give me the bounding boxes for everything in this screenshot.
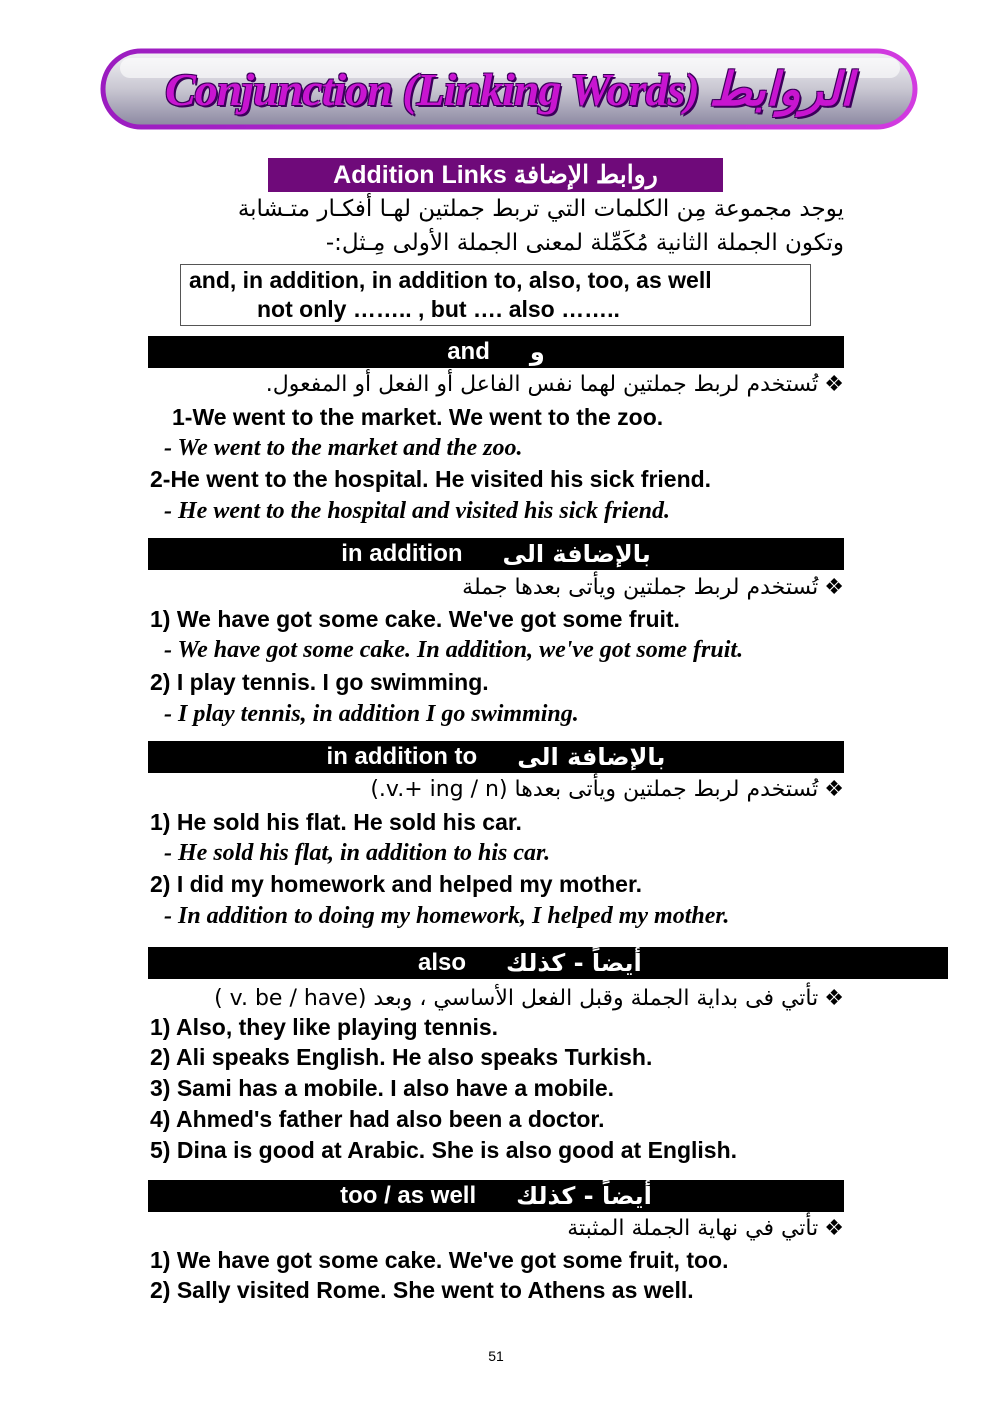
also-sentence-1: 1) Also, they like playing tennis. (150, 1014, 499, 1040)
bullet-icon: ❖ (824, 575, 844, 600)
and-header-bar (148, 336, 844, 368)
and-header-en: and (447, 338, 490, 365)
in-addition-example-1: - We have got some cake. In addition, we've got some fruit. (164, 637, 744, 663)
and-example-2: - He went to the hospital and visited his sick friend. (164, 498, 671, 524)
in-addition-header-en: in addition (341, 540, 463, 567)
in-addition-sentence-2: 2) I play tennis. I go swimming. (150, 669, 489, 695)
bullet-icon: ❖ (824, 372, 844, 397)
linking-words-line-1: and, in addition, in addition to, also, too, as well (189, 267, 712, 293)
and-example-1: - We went to the market and the zoo. (164, 435, 523, 461)
and-rule-text: تُستخدم لربط جملتين لهما نفس الفاعل أو الفعل أو المفعول. (265, 372, 819, 397)
bullet-icon: ❖ (824, 777, 844, 802)
section-title: Addition Links روابط الإضافة (268, 158, 723, 192)
and-sentence-2: 2-He went to the hospital. He visited his sick friend. (150, 466, 712, 492)
in-addition-to-rule-text: تُستخدم لربط جملتين ويأتى بعدها (v.+ ing / n.) (370, 777, 819, 802)
in-addition-to-header-en: in addition to (326, 743, 478, 770)
in-addition-to-header-ar: بالإضافة الى (517, 743, 666, 771)
linking-words-box (180, 264, 811, 326)
in-addition-to-example-1: - He sold his flat, in addition to his car. (164, 840, 551, 866)
in-addition-to-example-2: - In addition to doing my homework, I helped my mother. (164, 903, 730, 929)
in-addition-to-header-bar (148, 741, 844, 773)
also-sentence-4: 4) Ahmed's father had also been a doctor. (150, 1106, 605, 1132)
linking-words-line-2: not only …….. , but …. also …….. (257, 296, 620, 322)
in-addition-to-rule (370, 777, 844, 802)
also-header-bar (148, 947, 948, 979)
and-header-ar: و (529, 338, 545, 366)
in-addition-to-sentence-1: 1) He sold his flat. He sold his car. (150, 809, 522, 835)
also-sentence-2: 2) Ali speaks English. He also speaks Turkish. (150, 1044, 653, 1070)
too-sentence-2: 2) Sally visited Rome. She went to Athens as well. (150, 1277, 694, 1303)
also-sentence-3: 3) Sami has a mobile. I also have a mobile. (150, 1075, 615, 1101)
banner-title: Conjunction (Linking Words) الروابط (165, 64, 853, 115)
and-rule (266, 372, 844, 397)
in-addition-to-sentence-2: 2) I did my homework and helped my mother. (150, 871, 643, 897)
in-addition-header-bar (148, 538, 844, 570)
in-addition-sentence-1: 1) We have got some cake. We've got some fruit. (150, 606, 680, 632)
bullet-icon: ❖ (824, 1216, 844, 1241)
in-addition-rule-text: تُستخدم لربط جملتين ويأتى بعدها جملة (462, 575, 819, 600)
too-header-en: too / as well (340, 1182, 477, 1209)
also-rule-text: تأتي فى بداية الجملة وقبل الفعل الأساسي ، وبعد (v. be / have ) (214, 986, 819, 1011)
also-header-en: also (418, 949, 467, 976)
page-number: 51 (488, 1348, 504, 1364)
also-sentence-5: 5) Dina is good at Arabic. She is also good at English. (150, 1137, 738, 1163)
too-header-ar: أيضاً - كذلك (516, 1182, 652, 1210)
bullet-icon: ❖ (824, 986, 844, 1011)
intro-line-2: وتكون الجملة الثانية مُكَمِّلة لمعنى الجملة الأولى مِـثل:- (325, 230, 844, 256)
in-addition-header-ar: بالإضافة الى (502, 540, 651, 568)
in-addition-example-2: - I play tennis, in addition I go swimming. (164, 701, 579, 727)
and-sentence-1: 1-We went to the market. We went to the zoo. (172, 404, 664, 430)
too-sentence-1: 1) We have got some cake. We've got some fruit, too. (150, 1247, 729, 1273)
also-header-ar: أيضاً - كذلك (506, 949, 642, 977)
also-rule (214, 986, 844, 1011)
too-rule (567, 1216, 844, 1241)
too-rule-text: تأتي في نهاية الجملة المثبتة (567, 1216, 819, 1241)
in-addition-rule (462, 575, 844, 600)
too-header-bar (148, 1180, 844, 1212)
intro-line-1: يوجد مجموعة مِن الكلمات التي تربط جملتين لهـا أفكـار متـشابة (237, 196, 844, 222)
title-banner (100, 48, 918, 130)
